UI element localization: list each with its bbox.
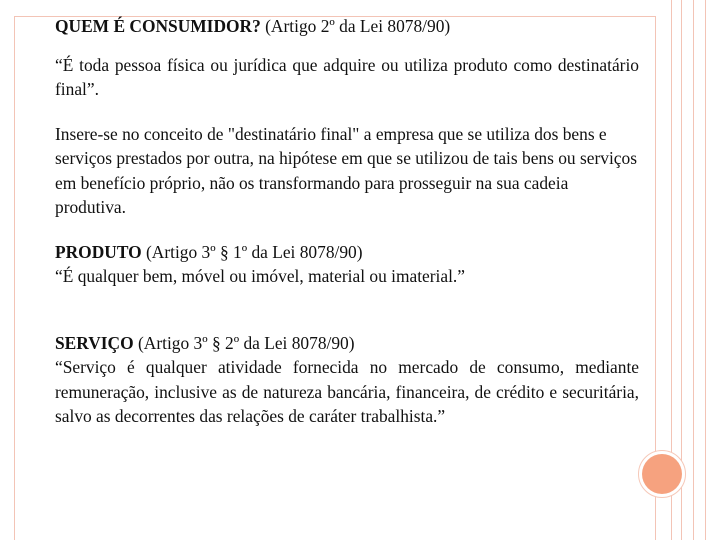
servico-heading: SERVIÇO [55,332,134,353]
produto-title [55,240,639,265]
consumidor-title [55,14,639,39]
slide-content [55,14,639,429]
consumidor-reference: (Artigo 2º da Lei 8078/90) [260,16,451,36]
decorative-rail-line [693,0,694,540]
decorative-rail-line [705,0,706,540]
produto-quote: “É qualquer bem, móvel ou imóvel, material ou imaterial.” [55,266,465,286]
consumidor-heading: QUEM É CONSUMIDOR? [55,16,261,36]
servico-title [55,331,639,356]
produto-reference: (Artigo 3º § 1º da Lei 8078/90) [141,241,363,262]
decorative-circle-icon [642,454,682,494]
consumidor-quote: “É toda pessoa física ou jurídica que adquire ou utiliza produto como destinatário final”. [55,54,639,99]
produto-heading: PRODUTO [55,241,142,262]
consumidor-explanation: Insere-se no conceito de "destinatário final" a empresa que se utiliza dos bens e serviços prestados por outra, na hipótese em que se utilizou de tais bens ou serviços em benefício próprio, não os transformando para prosseguir na sua cadeia produtiva. [55,123,637,217]
servico-quote: “Serviço é qualquer atividade fornecida no mercado de consumo, mediante remuneração, inclusive as de natureza bancária, financeira, de crédito e securitária, salvo as decorrentes das relações de caráter trabalhista.” [55,357,639,426]
servico-reference: (Artigo 3º § 2º da Lei 8078/90) [133,332,355,353]
